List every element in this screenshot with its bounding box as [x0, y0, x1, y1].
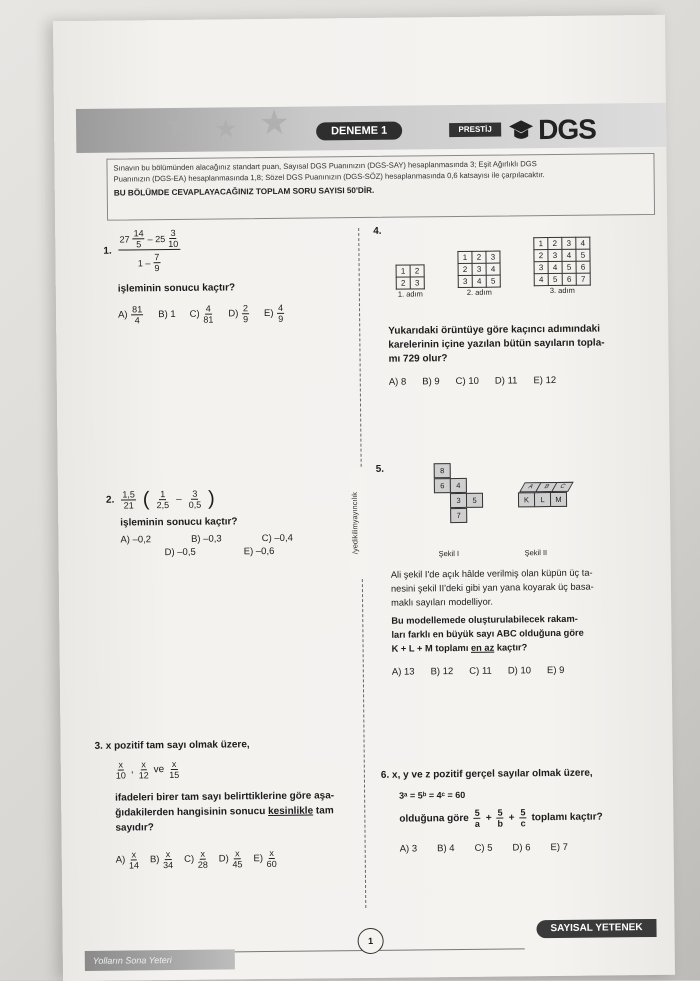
figure-caption: Şekil I	[438, 549, 460, 559]
answer-options	[389, 374, 655, 388]
section-label: SAYISAL YETENEK	[536, 919, 656, 938]
dgs-logo	[508, 114, 596, 147]
question-1	[103, 227, 285, 326]
cube-top: A	[519, 482, 542, 492]
grid-cell: 3	[472, 263, 486, 275]
option-d[interactable]: D) 11	[494, 375, 518, 387]
star-decoration: ★	[163, 106, 195, 146]
notice-line: Sınavın bu bölümünden alacağınız standart puan, Sayısal DGS Puanınızın (DGS-SAY) hesaplanmasında 3; Eşit Ağırlıklı DGS	[113, 159, 537, 173]
question-number: 1.	[103, 245, 112, 257]
question-text: Ali şekil I'de açık hâlde verilmiş olan küpün üç ta- nesini şekil II'deki gibi yan yana koyarak üç basa- maklı sayıları modelliyor. Bu modellemede oluşturulabilecek rakam- ları farklı en büyük sayı ABC olduğuna göre K + L + M toplamı en az kaçtır? A) 13 B) 12 C) 11 D) 10 E) 9	[391, 565, 660, 680]
grid-cell: 3	[410, 277, 424, 289]
cube-front: L	[534, 492, 551, 507]
net-face: 6	[434, 478, 451, 493]
answer-options	[118, 303, 285, 326]
grid-cell: 4	[562, 249, 576, 261]
question-title: x pozitif tam sayı olmak üzere,	[105, 739, 250, 752]
pattern-step-2: 1 2 3 2 3 4 3 4 5 2. adım	[457, 251, 500, 297]
question-2: 2. $\frac{1,5}{21}$ ( $\frac{1}{2,5}$ – $\frac{3}{0,5}$ ) işleminin sonucu kaçtır? A) –0,2 B) –0,3 C) –0,4 D) –0,5 E) –0,6	[105, 487, 293, 559]
grid-cell: 4	[548, 261, 562, 273]
option-d[interactable]: D) $\frac{x}{45}$	[218, 848, 243, 870]
net-face: 5	[466, 493, 483, 508]
option-e[interactable]: E) 9	[546, 664, 565, 677]
cube-front: K	[518, 492, 535, 507]
question-prompt: ifadeleri birer tam sayı belirttiklerine göre aşa- ğıdakilerden hangisinin sonucu kesinlikle tam sayıdır?	[115, 790, 335, 834]
equation: 3ᵃ = 5ᵇ = 4ᶜ = 60	[399, 789, 466, 801]
option-c[interactable]: C) 5	[474, 842, 493, 854]
question-4	[373, 223, 655, 388]
cube-top: B	[535, 482, 558, 492]
graduation-cap-icon	[508, 118, 534, 142]
option-a[interactable]: A) 8	[388, 376, 407, 388]
option-a[interactable]: A) $\frac{x}{14}$	[115, 849, 140, 871]
answer-options	[120, 533, 293, 546]
grid-cell: 1	[458, 251, 472, 263]
option-c[interactable]: C) $\frac{4}{81}$	[189, 303, 214, 325]
answer-options	[392, 663, 660, 680]
option-e[interactable]: E) 12	[533, 374, 557, 387]
grid-cell: 3	[458, 275, 472, 287]
question-prompt: Yukarıdaki örüntüye göre kaçıncı adımındaki karelerinin içine yazılan bütün sayıların topla- mı 729 olur?	[388, 323, 605, 365]
star-decoration: ★	[213, 113, 238, 144]
question-prompt: işleminin sonucu kaçtır?	[117, 282, 236, 295]
grid-cell: 5	[562, 261, 576, 273]
option-e[interactable]: E) $\frac{x}{60}$	[253, 847, 277, 870]
prestij-badge: PRESTİJ	[449, 123, 501, 138]
grid-cell: 1	[534, 238, 548, 250]
grid-cell: 4	[534, 274, 548, 286]
grid-cell: 3	[562, 237, 576, 249]
answer-options	[165, 546, 294, 558]
number-grid	[457, 251, 500, 288]
option-a[interactable]: A) –0,2	[120, 534, 152, 546]
option-c[interactable]: C) 10	[455, 375, 479, 388]
question-prompt: işleminin sonucu kaçtır?	[120, 516, 238, 529]
grid-cell: 2	[458, 263, 472, 275]
grid-cell: 5	[486, 275, 500, 287]
option-e[interactable]: E) 7	[550, 841, 568, 854]
fraction-list: $\frac{x}{10}$ , $\frac{x}{12}$ ve $\frac{x}{15}$	[115, 758, 180, 781]
option-a[interactable]: A) 13	[391, 666, 415, 678]
grid-cell: 2	[548, 237, 562, 249]
question-number: 2.	[105, 494, 115, 506]
grid-cell: 7	[576, 273, 590, 285]
option-c[interactable]: C) $\frac{x}{28}$	[184, 848, 208, 870]
grid-cell: 5	[548, 273, 562, 285]
question-number: 4.	[373, 225, 382, 237]
option-e[interactable]: E) $\frac{4}{9}$	[263, 302, 284, 324]
page-number: 1	[358, 928, 384, 954]
net-face: 4	[450, 478, 467, 493]
pattern-step-3: 1 2 3 4 2 3 4 5 3 4 5 6 4 5 6 7 3. adım	[533, 237, 591, 296]
question-5	[375, 461, 656, 678]
grid-cell: 4	[576, 237, 590, 249]
cube-net-figure	[434, 463, 495, 534]
answer-options	[116, 847, 352, 870]
notice-line: Puanınızın (DGS-EA) hesaplanmasında 1,8; Sözel DGS Puanınızın (DGS-SÖZ) hesaplanmasında 0,6 katsayısı ile çarpılacaktır.	[113, 170, 545, 184]
grid-cell: 1	[396, 265, 410, 277]
option-b[interactable]: B) 4	[437, 843, 455, 855]
pattern-step-1: 1 2 2 3 1. adım	[396, 264, 425, 298]
question-prompt: olduğuna göre $\frac{5}{a}$ + $\frac{5}{b}$ + $\frac{5}{c}$ toplamı kaçtır?	[399, 807, 603, 829]
cube-top: C	[551, 482, 574, 492]
grid-cell: 2	[534, 250, 548, 262]
grid-cell: 4	[486, 263, 500, 275]
logo-text: DGS	[537, 113, 596, 146]
grid-cell: 6	[576, 261, 590, 273]
option-e[interactable]: E) –0,6	[243, 545, 275, 558]
answer-options	[400, 841, 662, 855]
grid-cell: 4	[472, 275, 486, 287]
option-d[interactable]: D) 10	[507, 665, 532, 677]
grid-cell: 2	[396, 277, 410, 289]
exam-page	[53, 15, 675, 981]
question-title: x, y ve z pozitif gerçel sayılar olmak üzere,	[391, 767, 593, 781]
number-grid	[533, 237, 591, 287]
option-c[interactable]: C) –0,4	[261, 532, 293, 545]
question-6: 6. x, y ve z pozitif gerçel sayılar olmak üzere, 3ᵃ = 5ᵇ = 4ᶜ = 60 olduğuna göre $\frac{5}{a}$ + $\frac{5}{b}$ + $\frac{5}{c}$ toplamı kaçtır? A) 3 B) 4 C) 5 D) 6 E) 7	[381, 767, 662, 855]
option-b[interactable]: B) $\frac{x}{34}$	[149, 849, 174, 871]
net-face: 3	[450, 493, 467, 508]
option-c[interactable]: C) 11	[469, 665, 492, 677]
question-number: 5.	[375, 463, 385, 475]
grid-cell: 2	[410, 265, 424, 277]
net-face: 7	[450, 508, 467, 523]
cube-front: M	[550, 492, 567, 507]
grid-cell: 5	[576, 249, 590, 261]
option-b[interactable]: B) 1	[158, 308, 176, 321]
deneme-badge: DENEME 1	[316, 122, 402, 141]
notice-total: BU BÖLÜMDE CEVAPLAYACAĞINIZ TOPLAM SORU SAYISI 50'DİR.	[113, 185, 375, 198]
number-grid	[396, 264, 425, 289]
option-d[interactable]: D) 6	[512, 842, 531, 854]
option-d[interactable]: D) –0,5	[164, 546, 196, 559]
grid-cell: 3	[548, 249, 562, 261]
grid-cell: 2	[472, 251, 486, 263]
option-b[interactable]: B) –0,3	[191, 533, 222, 545]
cube-row-figure	[518, 482, 578, 523]
star-decoration: ★	[258, 103, 290, 143]
question-3: 3. x pozitif tam sayı olmak üzere, $\frac{x}{10}$ , $\frac{x}{12}$ ve $\frac{x}{15}$ ifadeleri birer tam sayı belirttiklerine göre aşa- ğıdakilerden hangisinin sonucu kesinlikle tam sayıdır? A) $\frac{x}{14}$ B) $\frac{x}{34}$ C) $\frac{x}{28}$ D) $\frac{x}{45}$ E) $\frac{x}{60}$	[95, 738, 352, 871]
instructions-box	[106, 153, 655, 221]
grid-cell: 3	[486, 251, 500, 263]
main-fraction: 27 $\frac{14}{5}$ – 25 $\frac{3}{10}$ 1 – $\frac{7}{9}$	[119, 228, 181, 274]
net-face: 8	[434, 463, 451, 478]
grid-cell: 6	[562, 273, 576, 285]
grid-cell: 3	[534, 262, 548, 274]
option-a[interactable]: A) 3	[399, 843, 418, 855]
option-d[interactable]: D) $\frac{2}{9}$	[228, 303, 249, 325]
option-a[interactable]: A) $\frac{81}{4}$	[118, 304, 143, 326]
option-b[interactable]: B) 12	[430, 666, 454, 678]
publisher-side-text: /yedikilimyayıncılık	[350, 468, 367, 578]
figure-caption: Şekil II	[524, 548, 548, 558]
option-b[interactable]: B) 9	[422, 376, 440, 388]
footer-slogan: Yolların Sona Yeteri	[85, 949, 235, 971]
